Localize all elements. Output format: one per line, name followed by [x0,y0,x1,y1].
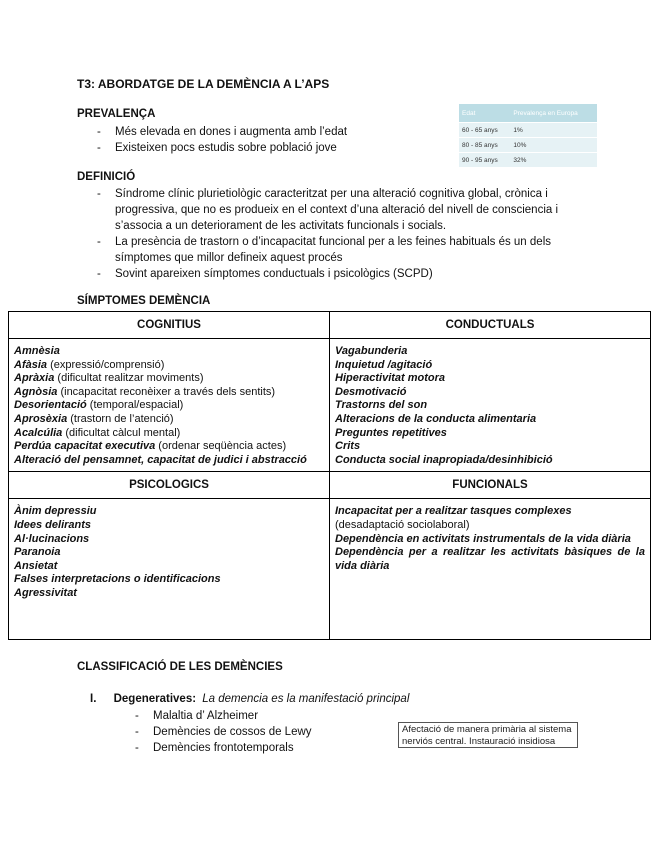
list-item: Incapacitat per a realitzar tasques complexes [335,505,572,518]
list-item: - Demències frontotemporals [115,740,395,756]
list-item: - Més elevada en dones i augmenta amb l’edat [77,124,457,140]
list-item: Paranoia [14,546,61,559]
symptoms-table [8,311,651,640]
header-cognitius: COGNITIUS [9,312,330,339]
list-item: Perdúa capacitat executiva (ordenar seqüència actes) [14,440,287,453]
list-item: Ànim depressiu [14,505,97,518]
list-item: Dependència per a realitzar les activitats bàsiques de la vida diària [335,546,645,572]
definition-heading: DEFINICIÓ [77,171,136,183]
list-item: Falses interpretacions o identificacions [14,573,221,586]
list-item: Conducta social inapropiada/desinhibició [335,453,553,466]
list-item: Hiperactivitat motora [335,372,446,385]
table-row [459,138,597,153]
list-item: Al·lucinacions [14,532,90,545]
list-item: Agressivitat [14,586,77,599]
prevalence-list [77,124,457,156]
list-item: - Malaltia d’ Alzheimer [115,708,395,724]
definition-list [77,186,572,282]
list-item: Ansietat [14,559,58,572]
list-item: (desadaptació sociolaboral) [335,518,470,531]
list-item: Alteracions de la conducta alimentaria [335,412,537,425]
table-row [459,153,597,168]
prevalence-table [459,104,597,167]
list-item: Afàsia (expressió/comprensió) [14,358,165,371]
list-item: Inquietud /agitació [335,358,433,371]
list-item: Alteració del pensamnet, capacitat de judici i abstracció [14,453,307,466]
table-header: Edat [459,104,510,123]
list-item: Crits [335,440,361,453]
table-cell: 1% [510,123,597,138]
cognitius-cell [9,339,330,472]
list-item: Preguntes repetitives [335,426,447,439]
classification-subitems [115,708,395,756]
table-cell: 60 - 65 anys [459,123,510,138]
list-item: Idees delirants [14,518,92,531]
symptoms-heading: SÍMPTOMES DEMÈNCIA [77,295,211,307]
table-cell: 80 - 85 anys [459,138,510,153]
list-item: Amnèsia [14,345,60,357]
list-item: Agnòsia (incapacitat reconèixer a través dels sentits) [14,385,276,398]
funcionals-cell [330,499,651,640]
header-conductuals: CONDUCTUALS [330,312,651,339]
item-description: La demencia es la manifestació principal [202,693,410,705]
table-header: Prevalença en Europa [510,104,597,123]
classification-item [90,693,409,705]
psicologics-cell [9,499,330,640]
list-item: Aprosèxia (trastorn de l’atenció) [14,412,174,425]
list-item: Desorientació (temporal/espacial) [14,399,184,412]
page-title: T3: ABORDATGE DE LA DEMÈNCIA A L’APS [77,77,330,91]
item-label: Degeneratives: [113,693,197,705]
table-row [459,123,597,138]
table-cell: 90 - 95 anys [459,153,510,168]
classification-heading: CLASSIFICACIÓ DE LES DEMÈNCIES [77,661,283,673]
header-psicologics: PSICOLOGICS [9,472,330,499]
list-item: Desmotivació [335,385,407,398]
prevalence-heading: PREVALENÇA [77,108,156,120]
list-item: Vagabunderia [335,345,408,357]
table-cell: 32% [510,153,597,168]
header-funcionals: FUNCIONALS [330,472,651,499]
list-item: Trastorns del son [335,399,428,412]
list-item: Acalcúlia (dificultat càlcul mental) [14,426,181,439]
list-item: Dependència en activitats instrumentals de la vida diària [335,532,631,545]
list-item: Apràxia (dificultat realitzar moviments) [14,372,204,385]
list-item: - Sovint apareixen símptomes conductuals i psicològics (SCPD) [77,266,572,282]
list-item: - Existeixen pocs estudis sobre població jove [77,140,457,156]
list-item: - Demències de cossos de Lewy [115,724,395,740]
item-number: I. [90,693,97,705]
table-cell: 10% [510,138,597,153]
conductuals-cell [330,339,651,472]
list-item: - Síndrome clínic plurietiològic caracteritzat per una alteració cognitiva global, crònica i progressiva, que no es produeix en el context d’una alteració del nivell de consciencia i s’associa a un deteriorament de les activitats funcionals i socials. [77,186,572,234]
list-item: - La presència de trastorn o d’incapacitat funcional per a les feines habituals és un dels símptomes que millor defineix aquest procés [77,234,572,266]
note-box: Afectació de manera primària al sistema nerviós central. Instauració insidiosa [398,722,578,748]
